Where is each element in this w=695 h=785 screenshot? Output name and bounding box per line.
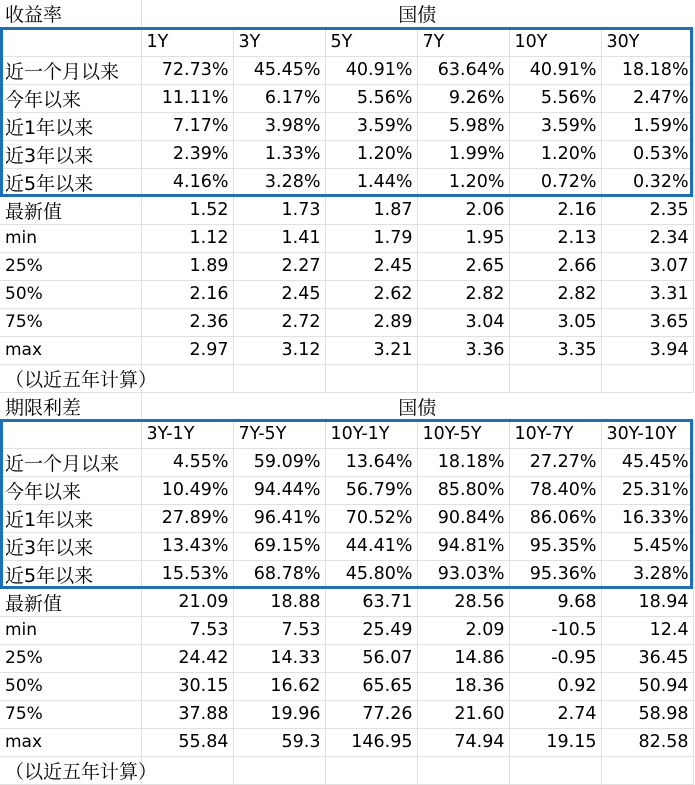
stat-cell: 21.09: [141, 588, 233, 616]
percentile-cell: 85.80%: [417, 476, 509, 504]
percentile-cell: 1.44%: [325, 168, 417, 196]
stat-cell: 1.12: [141, 224, 233, 252]
stat-row: [0, 616, 693, 644]
stat-cell: 16.62: [233, 672, 325, 700]
stat-cell: 21.60: [417, 700, 509, 728]
column-header: 3Y: [233, 28, 325, 56]
row-label: 75%: [0, 308, 141, 336]
percentile-cell: 1.20%: [509, 140, 601, 168]
column-header: 5Y: [325, 28, 417, 56]
row-label: 近5年以来: [0, 560, 141, 588]
percentile-cell: 78.40%: [509, 476, 601, 504]
percentile-cell: 86.06%: [509, 504, 601, 532]
stat-cell: 1.95: [417, 224, 509, 252]
stat-cell: 2.13: [509, 224, 601, 252]
percentile-cell: 13.43%: [141, 532, 233, 560]
percentile-cell: 94.44%: [233, 476, 325, 504]
column-header: 10Y: [509, 28, 601, 56]
percentile-cell: 96.41%: [233, 504, 325, 532]
stat-cell: 18.88: [233, 588, 325, 616]
stat-cell: 2.36: [141, 308, 233, 336]
row-label: 25%: [0, 252, 141, 280]
stat-cell: 1.73: [233, 196, 325, 224]
row-label: 近5年以来: [0, 168, 141, 196]
stat-cell: 25.49: [325, 616, 417, 644]
stat-cell: 28.56: [417, 588, 509, 616]
column-header: 7Y: [417, 28, 509, 56]
stat-cell: 63.71: [325, 588, 417, 616]
group-title: 国债: [141, 392, 693, 420]
percentile-cell: 5.56%: [325, 84, 417, 112]
percentile-cell: 0.72%: [509, 168, 601, 196]
stat-cell: 14.86: [417, 644, 509, 672]
empty-cell: [325, 364, 417, 392]
percentile-cell: 18.18%: [601, 56, 693, 84]
percentile-cell: 7.17%: [141, 112, 233, 140]
stat-cell: 2.72: [233, 308, 325, 336]
stat-cell: 2.62: [325, 280, 417, 308]
empty-cell: [601, 756, 693, 784]
stat-cell: 2.45: [233, 280, 325, 308]
stat-cell: 2.74: [509, 700, 601, 728]
percentile-cell: 45.45%: [601, 448, 693, 476]
stat-cell: 3.05: [509, 308, 601, 336]
stat-cell: 2.27: [233, 252, 325, 280]
stat-row: [0, 196, 693, 224]
empty-cell: [233, 756, 325, 784]
empty-cell: [509, 364, 601, 392]
row-label: max: [0, 728, 141, 756]
note-text: （以近五年计算）: [0, 756, 141, 784]
stat-cell: 1.52: [141, 196, 233, 224]
row-label: 近一个月以来: [0, 448, 141, 476]
empty-cell: [509, 756, 601, 784]
stat-cell: 2.82: [509, 280, 601, 308]
column-header: 10Y-5Y: [417, 420, 509, 448]
empty-cell: [601, 364, 693, 392]
stat-cell: 24.42: [141, 644, 233, 672]
stat-cell: 30.15: [141, 672, 233, 700]
stat-cell: 2.89: [325, 308, 417, 336]
stat-cell: 55.84: [141, 728, 233, 756]
stat-cell: 0.92: [509, 672, 601, 700]
stat-row: [0, 308, 693, 336]
stat-cell: 3.07: [601, 252, 693, 280]
stat-cell: 59.3: [233, 728, 325, 756]
percentile-row: [0, 560, 693, 588]
column-header: 10Y-7Y: [509, 420, 601, 448]
percentile-cell: 3.28%: [233, 168, 325, 196]
column-header-row: [0, 28, 693, 56]
row-label: 75%: [0, 700, 141, 728]
section-title-row: [0, 0, 693, 28]
percentile-cell: 1.20%: [325, 140, 417, 168]
stat-cell: 2.66: [509, 252, 601, 280]
header-blank-cell: [0, 28, 141, 56]
note-row: [0, 756, 693, 784]
percentile-row: [0, 504, 693, 532]
section-title: 收益率: [0, 0, 141, 28]
stat-row: [0, 252, 693, 280]
percentile-cell: 90.84%: [417, 504, 509, 532]
row-label: 50%: [0, 280, 141, 308]
stat-row: [0, 224, 693, 252]
empty-cell: [233, 364, 325, 392]
percentile-cell: 15.53%: [141, 560, 233, 588]
percentile-cell: 56.79%: [325, 476, 417, 504]
stat-cell: 2.06: [417, 196, 509, 224]
percentile-cell: 94.81%: [417, 532, 509, 560]
empty-cell: [417, 756, 509, 784]
percentile-cell: 1.99%: [417, 140, 509, 168]
stat-row: [0, 728, 693, 756]
section-title: 期限利差: [0, 392, 141, 420]
percentile-cell: 1.59%: [601, 112, 693, 140]
percentile-cell: 0.53%: [601, 140, 693, 168]
stat-cell: 1.79: [325, 224, 417, 252]
empty-cell: [325, 756, 417, 784]
stat-cell: 3.04: [417, 308, 509, 336]
stat-row: [0, 672, 693, 700]
column-header: 1Y: [141, 28, 233, 56]
percentile-cell: 10.49%: [141, 476, 233, 504]
row-label: 最新值: [0, 588, 141, 616]
group-title: 国债: [141, 0, 693, 28]
percentile-cell: 3.98%: [233, 112, 325, 140]
percentile-cell: 0.32%: [601, 168, 693, 196]
percentile-cell: 6.17%: [233, 84, 325, 112]
percentile-row: [0, 476, 693, 504]
row-label: 近1年以来: [0, 112, 141, 140]
stat-cell: 74.94: [417, 728, 509, 756]
stat-cell: -10.5: [509, 616, 601, 644]
row-label: min: [0, 616, 141, 644]
percentile-row: [0, 448, 693, 476]
percentile-cell: 5.98%: [417, 112, 509, 140]
column-header-row: [0, 420, 693, 448]
stat-cell: 18.94: [601, 588, 693, 616]
stat-cell: 65.65: [325, 672, 417, 700]
stat-row: [0, 336, 693, 364]
row-label: 今年以来: [0, 476, 141, 504]
stat-cell: 2.16: [141, 280, 233, 308]
stat-cell: 2.09: [417, 616, 509, 644]
percentile-cell: 45.45%: [233, 56, 325, 84]
percentile-row: [0, 56, 693, 84]
stat-cell: 19.15: [509, 728, 601, 756]
note-text: （以近五年计算）: [0, 364, 141, 392]
percentile-cell: 3.59%: [509, 112, 601, 140]
stat-cell: 18.36: [417, 672, 509, 700]
percentile-cell: 13.64%: [325, 448, 417, 476]
percentile-row: [0, 112, 693, 140]
stat-cell: 146.95: [325, 728, 417, 756]
stat-cell: 1.87: [325, 196, 417, 224]
stat-cell: 3.21: [325, 336, 417, 364]
percentile-cell: 1.33%: [233, 140, 325, 168]
row-label: 近1年以来: [0, 504, 141, 532]
stat-cell: 36.45: [601, 644, 693, 672]
stat-cell: 2.97: [141, 336, 233, 364]
stat-cell: 3.31: [601, 280, 693, 308]
percentile-row: [0, 84, 693, 112]
percentile-cell: 5.45%: [601, 532, 693, 560]
percentile-cell: 2.47%: [601, 84, 693, 112]
column-header: 3Y-1Y: [141, 420, 233, 448]
stat-cell: 19.96: [233, 700, 325, 728]
percentile-cell: 59.09%: [233, 448, 325, 476]
stat-row: [0, 588, 693, 616]
percentile-cell: 9.26%: [417, 84, 509, 112]
percentile-cell: 11.11%: [141, 84, 233, 112]
row-label: 25%: [0, 644, 141, 672]
stat-cell: 9.68: [509, 588, 601, 616]
row-label: 今年以来: [0, 84, 141, 112]
percentile-cell: 95.36%: [509, 560, 601, 588]
percentile-cell: 63.64%: [417, 56, 509, 84]
section-title-row: [0, 392, 693, 420]
stat-cell: 2.65: [417, 252, 509, 280]
percentile-cell: 2.39%: [141, 140, 233, 168]
row-label: 最新值: [0, 196, 141, 224]
percentile-cell: 70.52%: [325, 504, 417, 532]
stat-cell: 50.94: [601, 672, 693, 700]
stat-cell: 2.35: [601, 196, 693, 224]
row-label: max: [0, 336, 141, 364]
stat-cell: 1.89: [141, 252, 233, 280]
percentile-cell: 40.91%: [325, 56, 417, 84]
stat-cell: 14.33: [233, 644, 325, 672]
percentile-cell: 44.41%: [325, 532, 417, 560]
row-label: 50%: [0, 672, 141, 700]
row-label: 近一个月以来: [0, 56, 141, 84]
percentile-cell: 18.18%: [417, 448, 509, 476]
header-blank-cell: [0, 420, 141, 448]
percentile-cell: 5.56%: [509, 84, 601, 112]
row-label: 近3年以来: [0, 140, 141, 168]
column-header: 7Y-5Y: [233, 420, 325, 448]
percentile-row: [0, 532, 693, 560]
stat-row: [0, 700, 693, 728]
stat-row: [0, 280, 693, 308]
column-header: 10Y-1Y: [325, 420, 417, 448]
percentile-row: [0, 140, 693, 168]
empty-cell: [417, 364, 509, 392]
row-label: min: [0, 224, 141, 252]
stat-cell: 82.58: [601, 728, 693, 756]
percentile-cell: 69.15%: [233, 532, 325, 560]
percentile-cell: 72.73%: [141, 56, 233, 84]
column-header: 30Y-10Y: [601, 420, 693, 448]
stat-cell: 56.07: [325, 644, 417, 672]
stat-cell: 3.12: [233, 336, 325, 364]
stat-cell: 1.41: [233, 224, 325, 252]
stat-cell: -0.95: [509, 644, 601, 672]
percentile-cell: 16.33%: [601, 504, 693, 532]
stat-cell: 77.26: [325, 700, 417, 728]
percentile-cell: 1.20%: [417, 168, 509, 196]
stat-cell: 3.36: [417, 336, 509, 364]
percentile-row: [0, 168, 693, 196]
percentile-cell: 68.78%: [233, 560, 325, 588]
stat-cell: 2.82: [417, 280, 509, 308]
percentile-cell: 25.31%: [601, 476, 693, 504]
stat-cell: 58.98: [601, 700, 693, 728]
stat-cell: 2.34: [601, 224, 693, 252]
percentile-cell: 27.89%: [141, 504, 233, 532]
stat-cell: 3.94: [601, 336, 693, 364]
percentile-cell: 95.35%: [509, 532, 601, 560]
stat-cell: 3.65: [601, 308, 693, 336]
row-label: 近3年以来: [0, 532, 141, 560]
stat-cell: 12.4: [601, 616, 693, 644]
stat-cell: 7.53: [141, 616, 233, 644]
percentile-cell: 3.59%: [325, 112, 417, 140]
percentile-cell: 4.16%: [141, 168, 233, 196]
percentile-cell: 27.27%: [509, 448, 601, 476]
stat-cell: 7.53: [233, 616, 325, 644]
note-row: [0, 364, 693, 392]
percentile-cell: 45.80%: [325, 560, 417, 588]
stat-cell: 3.35: [509, 336, 601, 364]
percentile-cell: 40.91%: [509, 56, 601, 84]
percentile-cell: 93.03%: [417, 560, 509, 588]
stat-row: [0, 644, 693, 672]
stat-cell: 2.16: [509, 196, 601, 224]
stat-cell: 2.45: [325, 252, 417, 280]
stat-cell: 37.88: [141, 700, 233, 728]
percentile-cell: 3.28%: [601, 560, 693, 588]
percentile-cell: 4.55%: [141, 448, 233, 476]
column-header: 30Y: [601, 28, 693, 56]
